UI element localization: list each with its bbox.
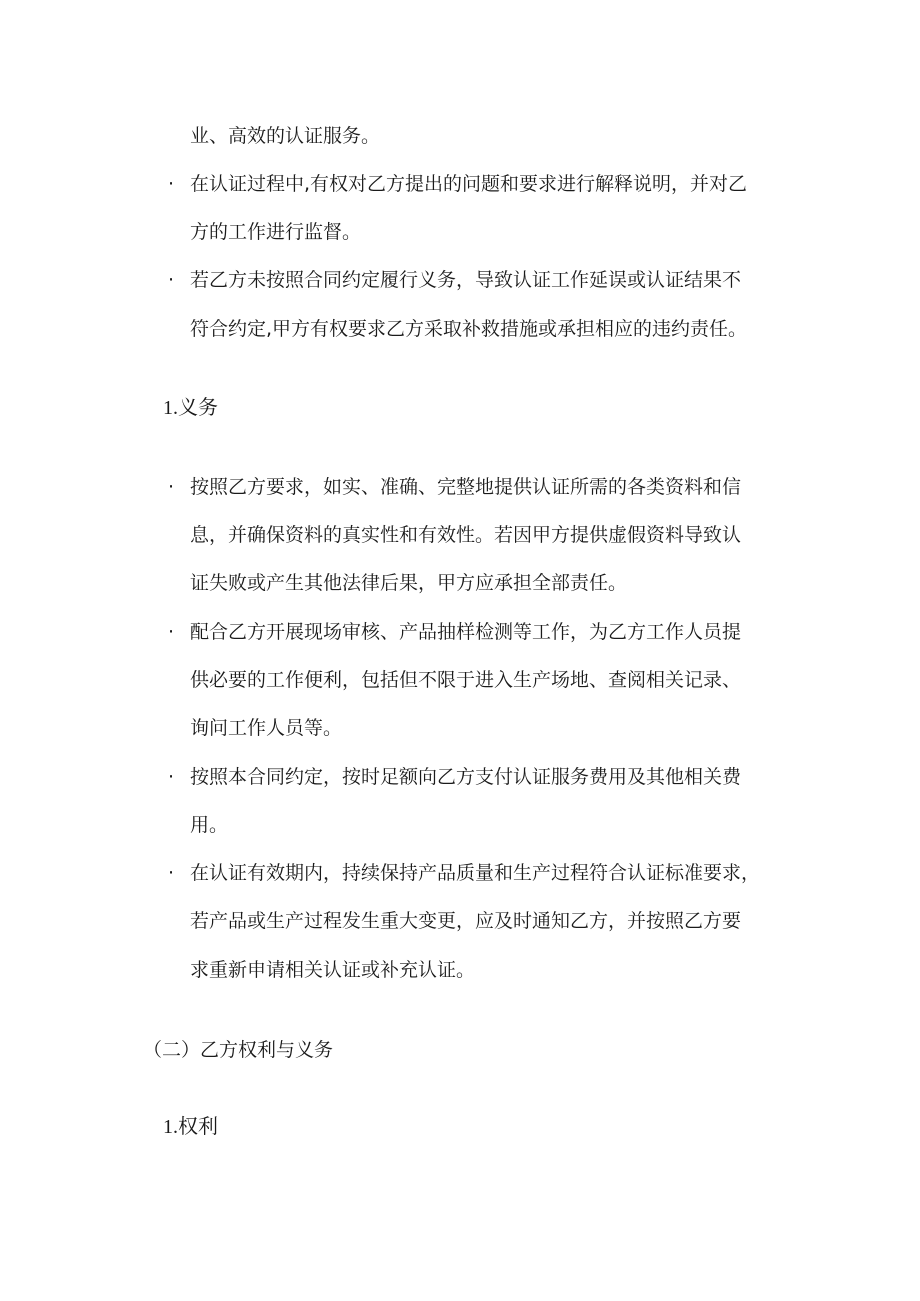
obligation-item-2-line-1: 配合乙方开展现场审核、产品抽样检测等工作，为乙方工作人员提: [190, 621, 742, 643]
obligation-item-1-line-2: 息，并确保资料的真实性和有效性。若因甲方提供虚假资料导致认: [190, 524, 742, 546]
obligation-item-2-line-2: 供必要的工作便利，包括但不限于进入生产场地、查阅相关记录、: [190, 669, 742, 691]
continuation-text: 业、高效的认证服务。: [190, 125, 381, 147]
obligations-heading: 1.义务: [163, 397, 218, 419]
obligation-item-4-line-1: 在认证有效期内，持续保持产品质量和生产过程符合认证标准要求，: [190, 862, 761, 884]
obligation-item-2-line-3: 询问工作人员等。: [190, 717, 343, 739]
obligation-item-1-line-3: 证失败或产生其他法律后果，甲方应承担全部责任。: [190, 572, 628, 594]
rights-item-1-line-2: 方的工作进行监督。: [190, 221, 362, 243]
obligation-item-1-line-1: 按照乙方要求，如实、准确、完整地提供认证所需的各类资料和信: [190, 476, 742, 498]
rights-heading: 1.权利: [163, 1116, 218, 1138]
bullet-mark: ·: [168, 269, 175, 291]
bullet-mark: ·: [168, 766, 175, 788]
rights-item-2-line-1: 若乙方未按照合同约定履行义务，导致认证工作延误或认证结果不: [190, 269, 742, 291]
bullet-mark: ·: [168, 862, 175, 884]
section-heading: （二）乙方权利与义务: [143, 1039, 334, 1061]
bullet-mark: ·: [168, 173, 175, 195]
obligation-item-4-line-2: 若产品或生产过程发生重大变更，应及时通知乙方，并按照乙方要: [190, 910, 742, 932]
obligation-item-4-line-3: 求重新申请相关认证或补充认证。: [190, 959, 476, 981]
rights-item-1-line-1: 在认证过程中,有权对乙方提出的问题和要求进行解释说明，并对乙: [190, 173, 748, 195]
bullet-mark: ·: [168, 476, 175, 498]
rights-item-2-line-2: 符合约定,甲方有权要求乙方采取补救措施或承担相应的违约责任。: [190, 318, 748, 340]
obligation-item-3-line-2: 用。: [190, 814, 229, 836]
obligation-item-3-line-1: 按照本合同约定，按时足额向乙方支付认证服务费用及其他相关费: [190, 766, 742, 788]
bullet-mark: ·: [168, 621, 175, 643]
